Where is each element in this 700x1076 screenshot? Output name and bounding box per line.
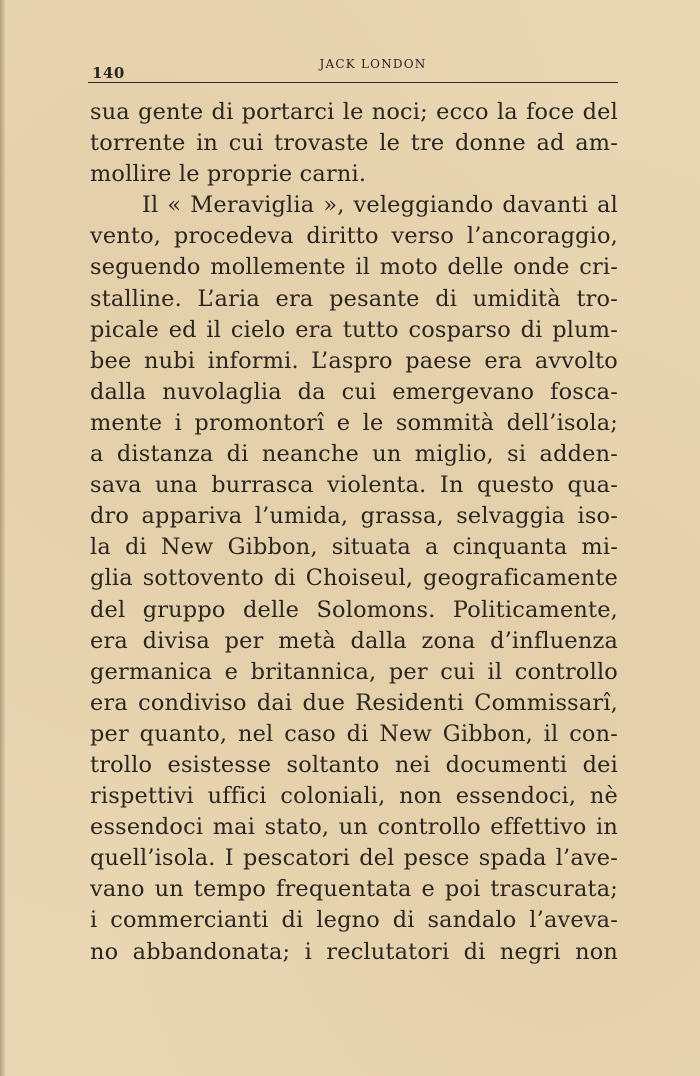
running-head: JACK LONDON [319, 57, 427, 71]
text-line: torrente in cui trovaste le tre donne ad am- [90, 130, 618, 157]
text-line: sua gente di portarci le noci; ecco la foce del [90, 99, 618, 125]
text-line: vento, procedeva diritto verso l’ancoraggio, [90, 223, 618, 250]
text-line: per quanto, nel caso di New Gibbon, il con- [90, 720, 618, 747]
text-line: mollire le proprie carni. [90, 161, 367, 188]
text-line: bee nubi informi. L’aspro paese era avvolto [90, 347, 618, 374]
text-line: dro appariva l’umida, grassa, selvaggia iso- [90, 503, 618, 530]
text-line: picale ed il cielo era tutto cosparso di plum- [90, 316, 618, 343]
text-line: era condiviso dai due Residenti Commissarî, [90, 689, 618, 716]
text-line: trollo esistesse soltanto nei documenti dei [90, 751, 618, 778]
text-line: Il « Meraviglia », veleggiando davanti al [142, 192, 618, 219]
text-line: glia sottovento di Choiseul, geograficamente [90, 565, 618, 592]
body-text [90, 97, 618, 968]
text-line: quell’isola. I pescatori del pesce spada l’ave- [90, 845, 618, 872]
text-line: del gruppo delle Solomons. Politicamente, [90, 596, 618, 623]
text-line: no abbandonata; i reclutatori di negri non [90, 938, 618, 965]
page-number: 140 [92, 64, 125, 82]
text-line: la di New Gibbon, situata a cinquanta mi- [90, 534, 618, 561]
text-line: mente i promontorî e le sommità dell’isola; [90, 409, 618, 436]
text-line: dalla nuvolaglia da cui emergevano fosca- [90, 378, 618, 405]
text-line: seguendo mollemente il moto delle onde cri- [90, 254, 618, 281]
header-rule [88, 82, 618, 83]
text-line: rispettivi uffici coloniali, non essendoci, nè [90, 783, 618, 810]
page-edge-shadow [0, 0, 6, 1076]
text-line: sava una burrasca violenta. In questo qua- [90, 472, 618, 499]
text-line: a distanza di neanche un miglio, si adden- [90, 441, 618, 468]
text-line: vano un tempo frequentata e poi trascurata; [90, 876, 618, 903]
text-line: germanica e britannica, per cui il controllo [90, 658, 618, 685]
text-line: era divisa per metà dalla zona d’influenza [90, 627, 618, 654]
text-line: essendoci mai stato, un controllo effettivo in [90, 814, 618, 841]
page-header [88, 55, 618, 85]
text-line: stalline. L’aria era pesante di umidità tro- [90, 285, 618, 312]
text-line: i commercianti di legno di sandalo l’aveva- [90, 907, 618, 934]
